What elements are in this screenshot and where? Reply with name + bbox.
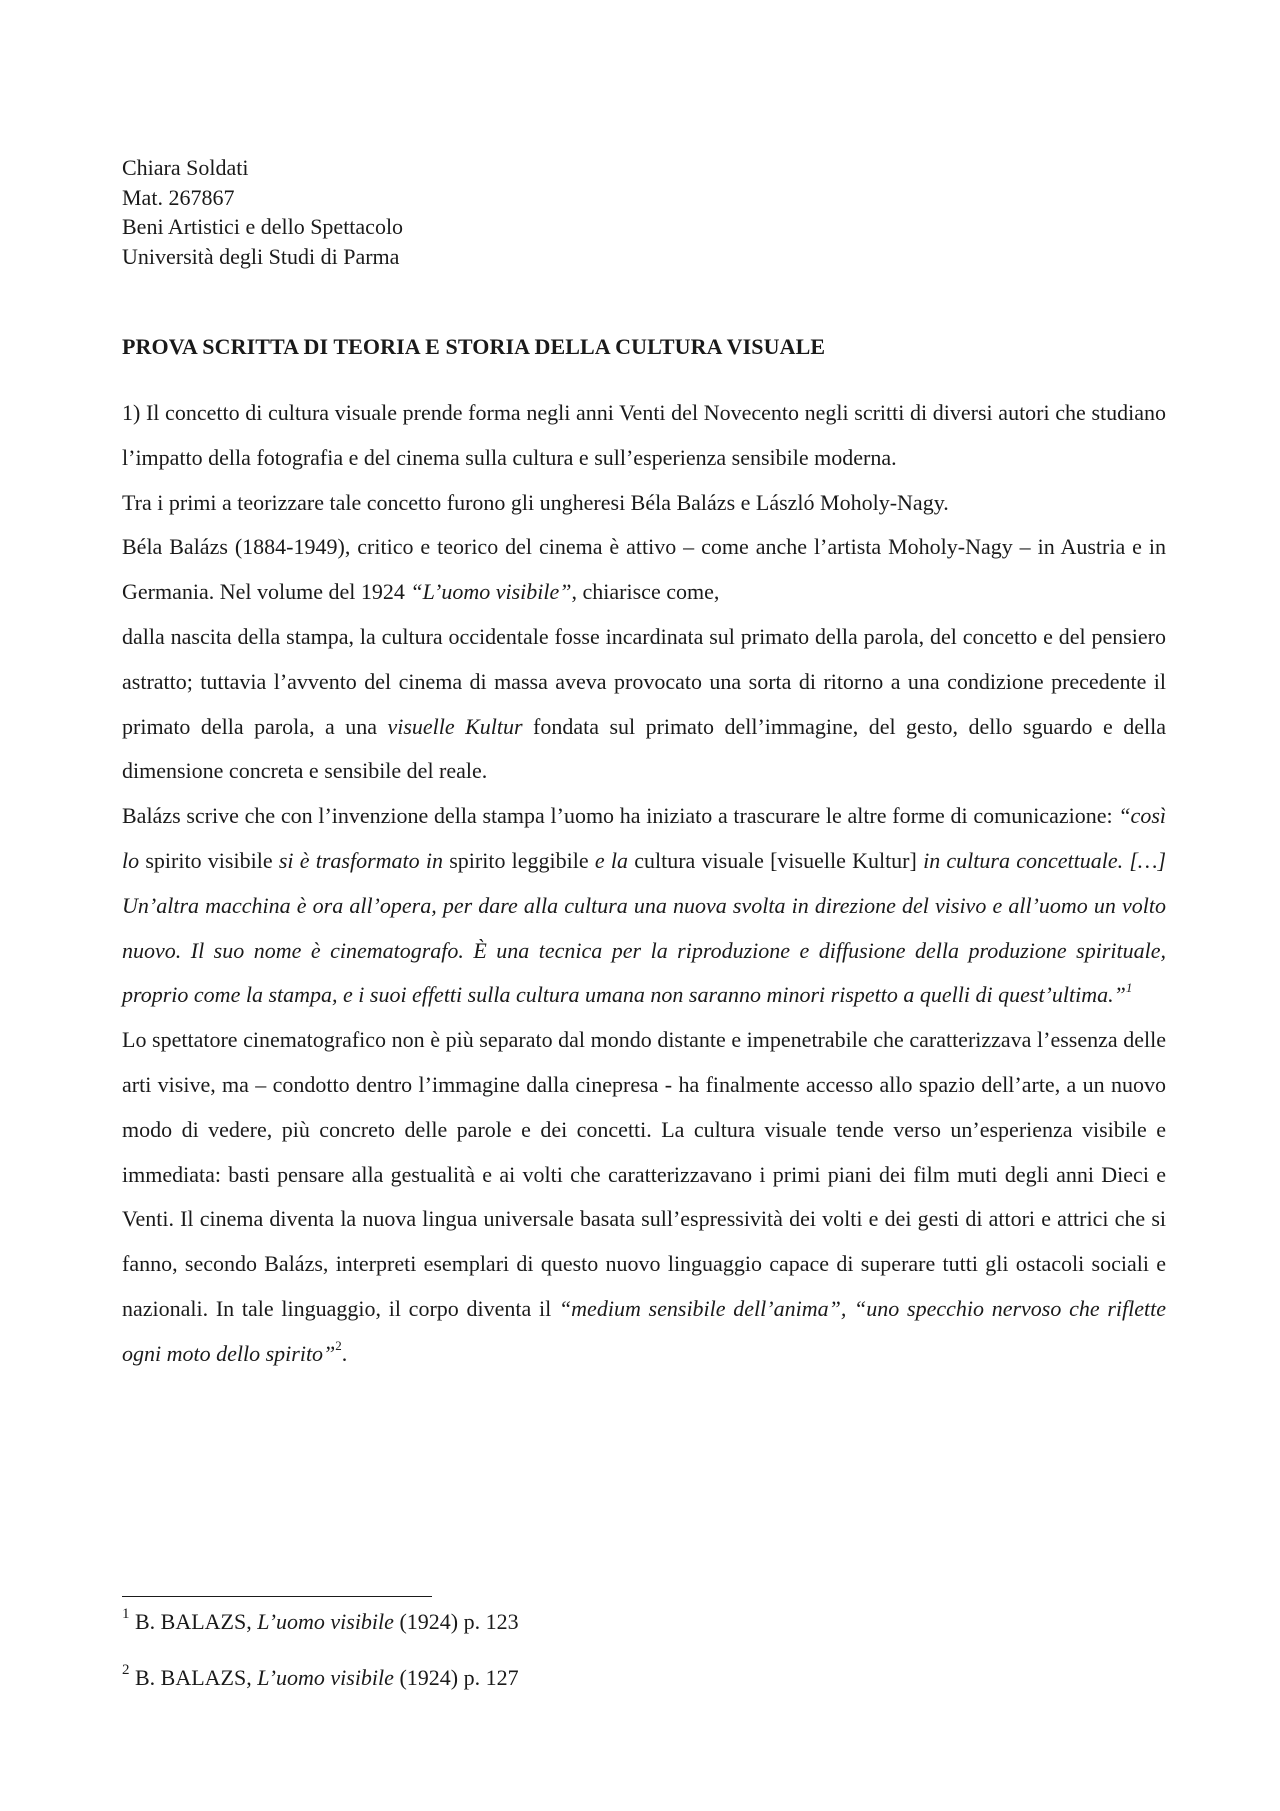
paragraph-4-text-a: dalla nascita della stampa, la cultura occidentale fosse incardinata sul primato della parola, del concetto e del pensiero astratto; tuttavia l’avvento del cinema di massa aveva provocato una sorta di ritorno a una condizione precedente il primato della parola, a una bbox=[122, 623, 1166, 739]
footnote-1-work: L’uomo visibile bbox=[257, 1609, 394, 1634]
footnote-2-rest: (1924) p. 127 bbox=[393, 1665, 519, 1690]
document-body bbox=[122, 391, 1166, 1377]
footnote-2-author: B. BALAZS, bbox=[135, 1665, 258, 1690]
footnote-2 bbox=[122, 1661, 519, 1691]
footnote-1-author: B. BALAZS, bbox=[135, 1609, 258, 1634]
paragraph-2: Tra i primi a teorizzare tale concetto furono gli ungheresi Béla Balázs e László Moholy-Nagy. bbox=[122, 489, 949, 515]
author-header bbox=[122, 153, 403, 271]
quote-part-g: cultura visuale [visuelle Kultur] bbox=[628, 847, 924, 873]
footnote-ref-2[interactable]: 2 bbox=[335, 1338, 342, 1354]
university-name: Università degli Studi di Parma bbox=[122, 243, 400, 269]
paragraph-3-text-a: Béla Balázs (1884-1949), critico e teorico del cinema è attivo – come anche l’artista Moholy-Nagy – in Austria e in Germania. Nel volume del 1924 bbox=[122, 534, 1166, 605]
quote-part-c: spirito visibile bbox=[139, 847, 279, 873]
quote-part-e: spirito leggibile bbox=[442, 847, 595, 873]
paragraph-6-text-a: Lo spettatore cinematografico non è più separato dal mondo distante e impenetrabile che caratterizzava l’essenza delle arti visive, ma – condotto dentro l’immagine dalla cinepresa - ha finalmente accesso allo spazio dell’arte, a un nuovo modo di vedere, più concreto delle parole e dei concetti. La cultura visuale tende verso un’esperienza visibile e immediata: basti pensare alla gestualità e ai volti che caratterizzavano i primi piani dei film muti degli anni Dieci e Venti. Il cinema diventa la nuova lingua universale basata sull’espressività dei volti e dei gesti di attori e attrici che si fanno, secondo Balázs, interpreti esemplari di questo nuovo linguaggio capace di superare tutti gli ostacoli sociali e nazionali. In tale linguaggio, il corpo diventa il bbox=[122, 1027, 1166, 1321]
quote-part-f: e la bbox=[594, 847, 628, 873]
author-name: Chiara Soldati bbox=[122, 155, 249, 180]
document-title: PROVA SCRITTA DI TEORIA E STORIA DELLA CULTURA VISUALE bbox=[122, 334, 826, 359]
paragraph-5-text-a: Balázs scrive che con l’invenzione della stampa l’uomo ha iniziato a trascurare le altre forme di comunicazione: bbox=[122, 803, 1119, 829]
footnote-separator bbox=[122, 1596, 432, 1597]
paragraph-6-quote-italic: “medium sensibile dell’anima”, “uno specchio nervoso che riflette ogni moto dello spirito” bbox=[122, 1295, 1166, 1366]
footnote-1 bbox=[122, 1605, 519, 1635]
footnote-1-number: 1 bbox=[122, 1605, 130, 1622]
footnote-2-number: 2 bbox=[122, 1661, 130, 1678]
paragraph-6 bbox=[122, 1018, 1166, 1376]
paragraph-4-text-c: fondata sul primato dell’immagine, del gesto, dello sguardo e della dimensione concreta e sensibile del reale. bbox=[122, 713, 1166, 784]
quote-part-h: in cultura concettuale. […] Un’altra macchina è ora all’opera, per dare alla cultura una nuova svolta in direzione del visivo e all’uomo un volto nuovo. Il suo nome è cinematografo. È una tecnica per la riproduzione e diffusione della produzione spirituale, proprio come la stampa, e i suoi effetti sulla cultura umana non saranno minori rispetto a quelli di quest’ultima.” bbox=[122, 847, 1167, 1008]
footnote-2-work: L’uomo visibile bbox=[257, 1665, 394, 1690]
quote-part-d: si è trasformato in bbox=[278, 847, 443, 873]
book-title-italic: “L’uomo visibile” bbox=[410, 579, 572, 605]
quote-part-b: “così lo bbox=[122, 803, 1166, 873]
footnote-1-rest: (1924) p. 123 bbox=[393, 1609, 519, 1634]
visuelle-kultur-italic: visuelle Kultur bbox=[387, 713, 523, 739]
student-id: Mat. 267867 bbox=[122, 184, 235, 210]
paragraph-3-text-c: , chiarisce come, bbox=[571, 579, 720, 605]
paragraph-6-text-c: . bbox=[341, 1340, 348, 1366]
paragraph-5-quote bbox=[122, 794, 1166, 1018]
footnote-ref-1[interactable]: 1 bbox=[1125, 980, 1133, 996]
paragraph-1: 1) Il concetto di cultura visuale prende forma negli anni Venti del Novecento negli scritti di diversi autori che studiano l’impatto della fotografia e del cinema sulla cultura e sull’esperienza sensibile moderna. bbox=[122, 400, 1166, 470]
course-name: Beni Artistici e dello Spettacolo bbox=[122, 214, 404, 239]
paragraph-4 bbox=[122, 615, 1166, 794]
paragraph-3 bbox=[122, 525, 1166, 615]
